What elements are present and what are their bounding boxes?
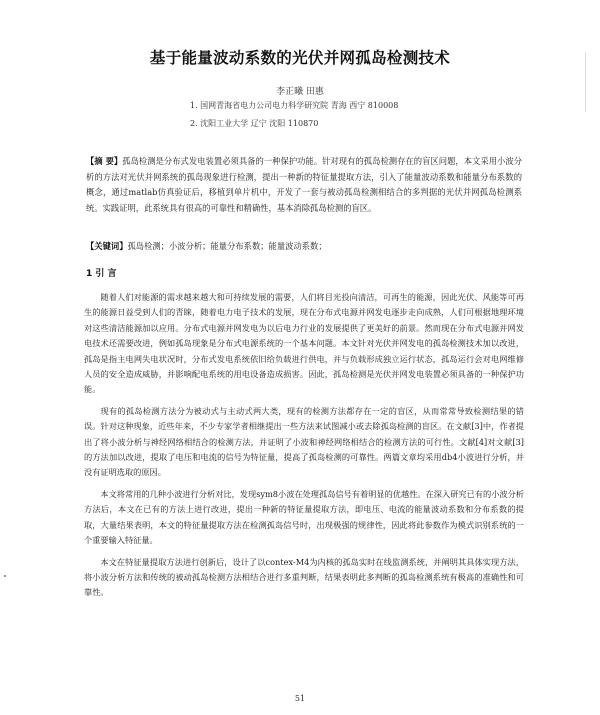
paper-title: 基于能量波动系数的光伏并网孤岛检测技术	[149, 49, 451, 67]
affiliation-2: 2. 沈阳工业大学 辽宁 沈阳 110870	[190, 119, 319, 128]
scan-artifact	[585, 52, 586, 112]
section-heading: 1 引 言	[86, 269, 117, 279]
affiliation-1: 1. 国网青海省电力公司电力科学研究院 青海 西宁 810008	[190, 101, 399, 110]
body-text	[84, 290, 524, 607]
page-number: 51	[294, 694, 306, 703]
paragraph-3: 本文将常用的几种小波进行分析对比，发现sym8小波在处理孤岛信号有着明显的优越性。在深入研究已有的小波分析方法后，本文在已有的方法上进行改进，提出一种新的特征量提取方法，即电压、电流的能量波动系数和分布系数的提取，大量结果表明，本文的特征量提取方法在检测孤岛信号时，出现极强的规律性，因此将此参数作为模式识别系统的一个重要输入特征量。	[84, 488, 524, 546]
keywords-text: 孤岛检测；小波分析；能量分布系数；能量波动系数；	[127, 241, 327, 251]
paragraph-2: 现有的孤岛检测方法分为被动式与主动式两大类，现有的检测方法都存在一定的盲区，从而常常导致检测结果的错误。针对这种现象，近些年来，不少专家学者相继提出一些方法来试图减小或去除孤岛检测的盲区。在文献[3]中，作者提出了将小波分析与神经网络相结合的检测方法，并证明了小波和神经网络相结合的检测方法的可行性。文献[4]对文献[3]的方法加以改进，提取了电压和电流的信号为特征量，提高了孤岛检测的可靠性。两篇文章均采用db4小波进行分析，并没有证明选取的原因。	[84, 405, 524, 478]
author-line: 李正曦 田惠	[276, 87, 324, 97]
abstract	[86, 154, 522, 216]
abstract-label: 【摘 要】	[86, 156, 123, 166]
keywords-label: 【关键词】	[86, 241, 128, 251]
keywords	[86, 239, 526, 254]
paragraph-4: 本文在特征量提取方法进行创新后，设计了以contex-M4为内核的孤岛实时在线监测系统，并阐明其具体实现方法，将小波分析方法和传统的被动孤岛检测方法相结合进行多重判断，结果表明此多判断的孤岛检测系统有极高的准确性和可靠性。	[84, 556, 524, 598]
scan-artifact	[4, 575, 6, 577]
paragraph-1: 随着人们对能源的需求越来越大和可持续发展的需要，人们将目光投向清洁，可再生的能源，因此光伏、风能等可再生的能源日益受到人们的青睐，随着电力电子技术的发展，现在分布式电源并网发电逐步走向成熟，人们可根据地理环境对这些清洁能源加以应用。分布式电源并网发电为以后电力行业的发展提供了更美好的前景。然而现在分布式电源并网发电技术还需要改进，例如孤岛现象是分布式电源系统的一个基本问题。本文针对光伏并网发电的孤岛检测技术加以改进，孤岛是指主电网失电状况时，分布式发电系统依旧给负载进行供电，并与负载形成独立运行状态，孤岛运行会对电网维修人员的安全造成威胁，并影响配电系统的用电设备造成损害。因此，孤岛检测是光伏并网发电装置必须具备的一种保护功能。	[84, 292, 524, 395]
abstract-text: 孤岛检测是分布式发电装置必须具备的一种保护功能。针对现有的孤岛检测存在的盲区问题，本文采用小波分析的方法对光伏并网系统的孤岛现象进行检测，提出一种新的特征量提取方法，引入了能量波动系数和能量分布系数的概念，通过matlab仿真验证后，移植到单片机中，开发了一套与被动孤岛检测相结合的多判据的光伏并网孤岛检测系统。实践证明，此系统具有很高的可靠性和精确性，基本消除孤岛检测的盲区。	[86, 156, 523, 213]
